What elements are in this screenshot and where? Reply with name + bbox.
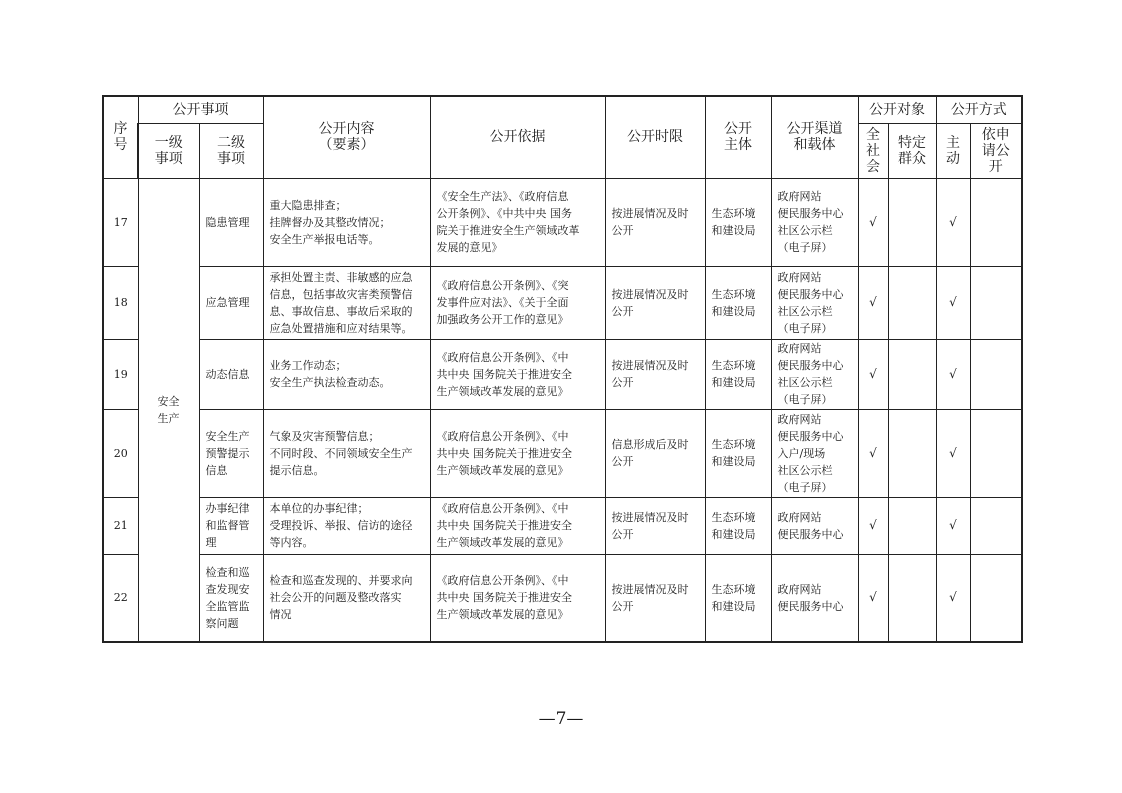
basis-cell: 《政府信息公开条例》、《中 共中央 国务院关于推进安全 生产领域改革发展的意见》 [430,554,605,642]
whole-society-check: √ [858,339,888,409]
category2-cell: 隐患管理 [199,178,263,266]
on-request-check [970,266,1022,339]
on-request-check [970,339,1022,409]
active-check: √ [936,497,970,554]
content-cell: 承担处置主责、非敏感的应急 信息，包括事故灾害类预警信 息、事故信息、事故后采取的 应急处置措施和应对结果等。 [263,266,430,339]
content-cell: 本单位的办事纪律； 受理投诉、举报、信访的途径 等内容。 [263,497,430,554]
channel-cell: 政府网站 便民服务中心 [771,554,858,642]
whole-society-check: √ [858,409,888,497]
header-specific-group: 特定 群众 [888,123,936,178]
category2-cell: 应急管理 [199,266,263,339]
header-basis: 公开依据 [430,96,605,178]
disclosure-table [102,95,1023,643]
row-number: 19 [103,339,138,409]
active-check: √ [936,554,970,642]
category2-cell: 安全生产 预警提示 信息 [199,409,263,497]
specific-group-check [888,339,936,409]
basis-cell: 《政府信息公开条例》、《中 共中央 国务院关于推进安全 生产领域改革发展的意见》 [430,409,605,497]
table-row [103,266,1022,339]
on-request-check [970,178,1022,266]
specific-group-check [888,497,936,554]
time-limit-cell: 信息形成后及时 公开 [605,409,705,497]
row-number: 17 [103,178,138,266]
basis-cell: 《安全生产法》、《政府信息 公开条例》、《中共中央 国务 院关于推进安全生产领域改革 发展的意见》 [430,178,605,266]
table-row [103,554,1022,642]
whole-society-check: √ [858,554,888,642]
subject-cell: 生态环境 和建设局 [705,178,771,266]
on-request-check [970,409,1022,497]
header-subject: 公开 主体 [705,96,771,178]
category2-cell: 动态信息 [199,339,263,409]
header-time-limit: 公开时限 [605,96,705,178]
specific-group-check [888,266,936,339]
table-body [103,178,1022,642]
subject-cell: 生态环境 和建设局 [705,497,771,554]
header-content: 公开内容 （要素） [263,96,430,178]
header-seq: 序 号 [103,96,138,178]
subject-cell: 生态环境 和建设局 [705,409,771,497]
active-check: √ [936,178,970,266]
basis-cell: 《政府信息公开条例》、《中 共中央 国务院关于推进安全 生产领域改革发展的意见》 [430,339,605,409]
channel-cell: 政府网站 便民服务中心 社区公示栏 （电子屏） [771,266,858,339]
subject-cell: 生态环境 和建设局 [705,266,771,339]
table-row [103,339,1022,409]
row-number: 22 [103,554,138,642]
content-cell: 检查和巡查发现的、并要求向 社会公开的问题及整改落实 情况 [263,554,430,642]
active-check: √ [936,409,970,497]
header-active: 主 动 [936,123,970,178]
active-check: √ [936,339,970,409]
content-cell: 重大隐患排查； 挂牌督办及其整改情况； 安全生产举报电话等。 [263,178,430,266]
content-cell: 业务工作动态； 安全生产执法检查动态。 [263,339,430,409]
row-number: 20 [103,409,138,497]
category1-cell: 安全 生产 [138,178,199,642]
header-on-request: 依申 请公 开 [970,123,1022,178]
header-whole-society: 全 社 会 [858,123,888,178]
whole-society-check: √ [858,497,888,554]
basis-cell: 《政府信息公开条例》、《突 发事件应对法》、《关于全面 加强政务公开工作的意见》 [430,266,605,339]
content-cell: 气象及灾害预警信息； 不同时段、不同领域安全生产 提示信息。 [263,409,430,497]
specific-group-check [888,409,936,497]
table-row [103,178,1022,266]
table-header [103,96,1022,178]
channel-cell: 政府网站 便民服务中心 入户/现场 社区公示栏 （电子屏） [771,409,858,497]
on-request-check [970,554,1022,642]
header-level2: 二级 事项 [199,123,263,178]
subject-cell: 生态环境 和建设局 [705,554,771,642]
channel-cell: 政府网站 便民服务中心 社区公示栏 （电子屏） [771,339,858,409]
page-number: —7— [538,709,584,729]
time-limit-cell: 按进展情况及时 公开 [605,497,705,554]
header-level1: 一级 事项 [138,123,199,178]
specific-group-check [888,178,936,266]
time-limit-cell: 按进展情况及时 公开 [605,339,705,409]
header-channel: 公开渠道 和载体 [771,96,858,178]
header-method: 公开方式 [936,96,1022,123]
category2-cell: 检查和巡 查发现安 全监管监 察问题 [199,554,263,642]
table-row [103,409,1022,497]
subject-cell: 生态环境 和建设局 [705,339,771,409]
table-row [103,497,1022,554]
time-limit-cell: 按进展情况及时 公开 [605,554,705,642]
channel-cell: 政府网站 便民服务中心 [771,497,858,554]
category2-cell: 办事纪律 和监督管 理 [199,497,263,554]
header-audience: 公开对象 [858,96,936,123]
time-limit-cell: 按进展情况及时 公开 [605,266,705,339]
whole-society-check: √ [858,266,888,339]
basis-cell: 《政府信息公开条例》、《中 共中央 国务院关于推进安全 生产领域改革发展的意见》 [430,497,605,554]
active-check: √ [936,266,970,339]
row-number: 18 [103,266,138,339]
time-limit-cell: 按进展情况及时 公开 [605,178,705,266]
channel-cell: 政府网站 便民服务中心 社区公示栏 （电子屏） [771,178,858,266]
whole-society-check: √ [858,178,888,266]
header-items: 公开事项 [138,96,263,123]
specific-group-check [888,554,936,642]
on-request-check [970,497,1022,554]
row-number: 21 [103,497,138,554]
